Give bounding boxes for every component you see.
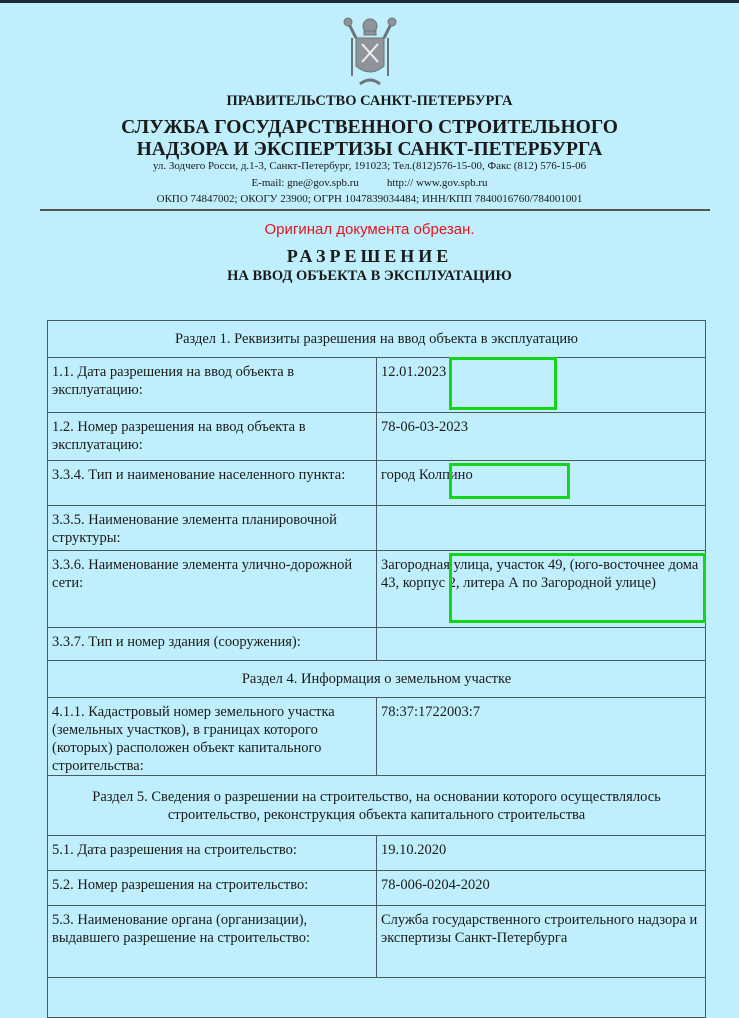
- table-row: [48, 628, 706, 661]
- field-label: 4.1.1. Кадастровый номер земельного участка (земельных участков), в границах которого (которых) расположен объект капитального строительства:: [48, 698, 377, 776]
- field-value: 78-006-0204-2020: [377, 871, 706, 906]
- highlight-box: [449, 357, 557, 410]
- cropped-notice: Оригинал документа обрезан.: [264, 221, 475, 238]
- section-heading: Раздел 5. Сведения о разрешении на строительство, на основании которого осуществлялось строительство, реконструкция объекта капитального строительства: [48, 776, 706, 836]
- field-label: 5.1. Дата разрешения на строительство:: [48, 836, 377, 871]
- address: ул. Зодчего Росси, д.1-3, Санкт-Петербург, 191023; Тел.(812)576-15-00, Факс (812) 576-15-06: [152, 160, 587, 172]
- service-name-line2: НАДЗОРА И ЭКСПЕРТИЗЫ САНКТ-ПЕТЕРБУРГА: [136, 139, 603, 160]
- top-border: [0, 0, 739, 3]
- field-label: 3.3.5. Наименование элемента планировочной структуры:: [48, 506, 377, 551]
- highlight-box: [449, 553, 706, 623]
- registry-codes: ОКПО 74847002; ОКОГУ 23900; ОГРН 1047839034484; ИНН/КПП 7840016760/784001001: [156, 193, 583, 205]
- table-row: [48, 506, 706, 551]
- field-value: 12.01.2023: [377, 358, 706, 413]
- section-row: [48, 321, 706, 358]
- service-name-line1: СЛУЖБА ГОСУДАРСТВЕННОГО СТРОИТЕЛЬНОГО: [121, 117, 618, 138]
- field-label: 5.3. Наименование органа (организации), выдавшего разрешение на строительство:: [48, 906, 377, 978]
- field-label: 3.3.7. Тип и номер здания (сооружения):: [48, 628, 377, 661]
- highlight-box: [449, 463, 570, 499]
- table-row: [48, 461, 706, 506]
- field-label: 1.1. Дата разрешения на ввод объекта в эксплуатацию:: [48, 358, 377, 413]
- field-label: 3.3.6. Наименование элемента улично-дорожной сети:: [48, 551, 377, 628]
- section-row: [48, 661, 706, 698]
- document-subtitle: НА ВВОД ОБЪЕКТА В ЭКСПЛУАТАЦИЮ: [227, 268, 512, 284]
- field-value: Служба государственного строительного надзора и экспертизы Санкт-Петербурга: [377, 906, 706, 978]
- field-value: [377, 628, 706, 661]
- table-row: [48, 698, 706, 776]
- field-value: [377, 506, 706, 551]
- table-row: [48, 413, 706, 461]
- field-label: 1.2. Номер разрешения на ввод объекта в эксплуатацию:: [48, 413, 377, 461]
- table-row: [48, 836, 706, 871]
- field-value: 78-06-03-2023: [377, 413, 706, 461]
- contacts: [0, 177, 739, 189]
- section-row: [48, 776, 706, 836]
- government-name: ПРАВИТЕЛЬСТВО САНКТ-ПЕТЕРБУРГА: [226, 93, 513, 109]
- table-row: [48, 906, 706, 978]
- table-row: [48, 358, 706, 413]
- website: http:// www.gov.spb.ru: [386, 177, 488, 189]
- coat-of-arms-icon: [340, 16, 400, 88]
- document-title: РАЗРЕШЕНИЕ: [286, 246, 453, 266]
- permit-table: [47, 320, 706, 1018]
- header-divider: [40, 209, 710, 211]
- field-value: 19.10.2020: [377, 836, 706, 871]
- field-label: 3.3.4. Тип и наименование населенного пункта:: [48, 461, 377, 506]
- section-heading: Раздел 1. Реквизиты разрешения на ввод объекта в эксплуатацию: [48, 321, 706, 358]
- field-value: город Колпино: [377, 461, 706, 506]
- field-value: 78:37:1722003:7: [377, 698, 706, 776]
- section-heading: Раздел 4. Информация о земельном участке: [48, 661, 706, 698]
- section-row: [48, 978, 706, 1018]
- field-value: Загородная улица, участок 49, (юго-восточнее дома 43, корпус 2, литера А по Загородной улице): [377, 551, 706, 628]
- field-label: 5.2. Номер разрешения на строительство:: [48, 871, 377, 906]
- email: E-mail: gne@gov.spb.ru: [251, 177, 359, 189]
- section-heading: [48, 978, 706, 1018]
- table-row: [48, 871, 706, 906]
